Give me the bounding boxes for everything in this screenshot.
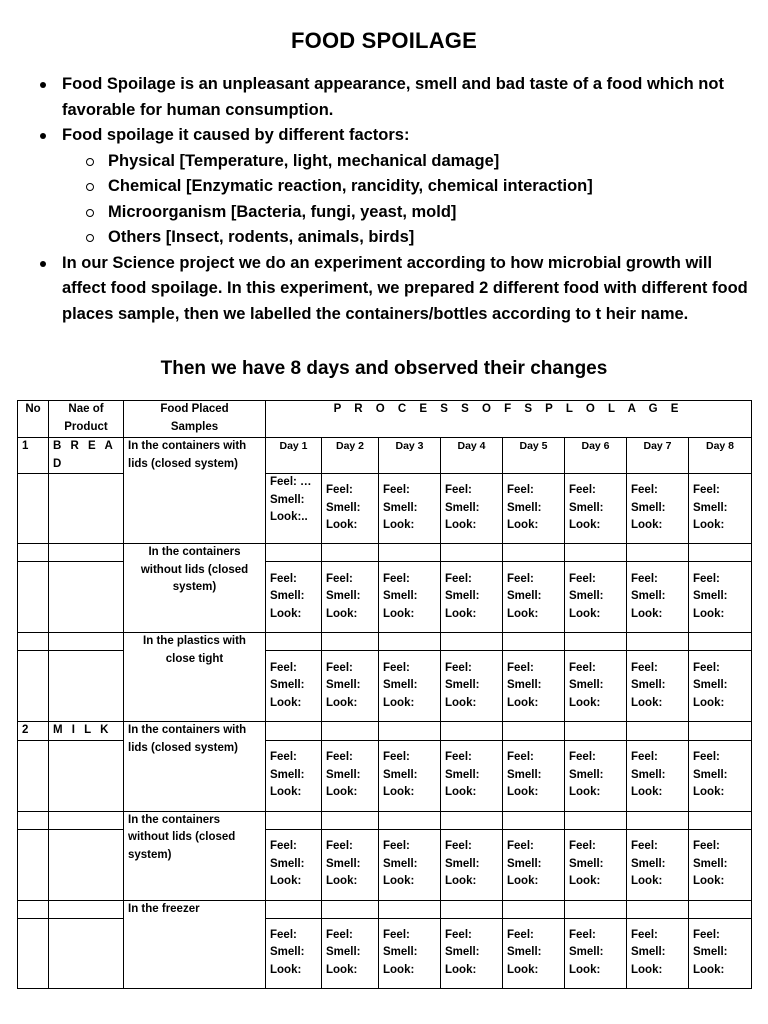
observation-feel-label: Feel: <box>445 928 472 941</box>
blank-cell <box>379 811 441 829</box>
observation-look-label: Look: <box>507 786 539 799</box>
day-header-3: Day 3 <box>379 438 441 474</box>
row-number <box>18 900 49 918</box>
observation-feel-label: Feel: <box>383 840 410 853</box>
sample-description: In the containers with lids (closed system) <box>124 722 266 812</box>
blank-cell <box>18 829 49 900</box>
header-product-name-line2: Product <box>64 420 108 433</box>
observation-cell <box>379 740 441 811</box>
header-product-name-line1: Nae of <box>68 403 104 415</box>
observation-smell-label: Smell: <box>693 857 728 870</box>
observation-feel-label: Feel: <box>326 840 353 853</box>
blank-cell <box>266 722 322 741</box>
bullet-experiment: In our Science project we do an experiment according to how microbial growth will affect food spoilage. In this experiment, we prepared 2 different food with different food places sample, then we labelled the containers/bottles according to t heir name. <box>36 251 758 328</box>
observation-smell-label: Smell: <box>445 857 480 870</box>
sample-top-row <box>18 811 752 829</box>
blank-cell <box>322 544 379 562</box>
observation-look-label: Look: <box>693 875 725 888</box>
observation-smell-label: Smell: <box>383 946 418 959</box>
observation-look-label: Look: <box>631 607 663 620</box>
blank-cell <box>627 722 689 741</box>
observation-cell <box>322 562 379 633</box>
observation-cell <box>627 918 689 988</box>
blank-cell <box>18 651 49 722</box>
observation-smell-label: Smell: <box>569 679 604 692</box>
observation-look-label: Look: <box>631 519 663 532</box>
observation-cell <box>627 740 689 811</box>
sample-description: In the containers without lids (closed system) <box>124 544 266 633</box>
observation-cell <box>322 651 379 722</box>
observation-smell-label: Smell: <box>445 946 480 959</box>
observation-feel-label: Feel: <box>569 751 596 764</box>
observation-feel-label: Feel: <box>693 484 720 497</box>
observation-cell <box>627 562 689 633</box>
sample-description: In the plastics with close tight <box>124 633 266 722</box>
observation-smell-label: Smell: <box>270 768 305 781</box>
observation-feel-label: Feel: <box>507 572 534 585</box>
observation-look-label: Look: <box>631 875 663 888</box>
day-header-8: Day 8 <box>689 438 752 474</box>
blank-cell <box>49 829 124 900</box>
observation-cell <box>689 651 752 722</box>
observation-cell <box>627 474 689 544</box>
observation-look-label: Look: <box>270 607 302 620</box>
observation-feel-label: Feel: <box>507 840 534 853</box>
observation-feel-label: Feel: <box>270 840 297 853</box>
observation-feel-label: Feel: <box>507 928 534 941</box>
observation-smell-label: Smell: <box>326 768 361 781</box>
observation-cell <box>379 829 441 900</box>
observation-look-label: Look: <box>631 963 663 976</box>
observation-feel-label: Feel: <box>507 661 534 674</box>
blank-cell <box>379 544 441 562</box>
observation-smell-label: Smell: <box>507 679 542 692</box>
observation-smell-label: Smell: <box>270 679 305 692</box>
observation-smell-label: Smell: <box>507 768 542 781</box>
observation-cell <box>565 562 627 633</box>
observation-feel-label: Feel: <box>569 661 596 674</box>
observation-look-label: Look: <box>445 696 477 709</box>
observation-cell <box>441 651 503 722</box>
observation-smell-label: Smell: <box>383 501 418 514</box>
observation-look-label: Look: <box>326 963 358 976</box>
observation-cell <box>689 740 752 811</box>
observation-cell <box>379 651 441 722</box>
blank-cell <box>322 900 379 918</box>
observation-look-label: Look: <box>507 519 539 532</box>
blank-cell <box>441 544 503 562</box>
observation-look-label: Look: <box>270 963 302 976</box>
observation-look-label: Look: <box>693 607 725 620</box>
blank-cell <box>379 722 441 741</box>
product-name: M I L K <box>49 722 124 741</box>
page-title: FOOD SPOILAGE <box>291 28 477 53</box>
header-no: No <box>18 401 49 438</box>
factor-chemical: Chemical [Enzymatic reaction, rancidity, chemical interaction] <box>36 174 758 200</box>
observation-look-label: Look: <box>383 607 415 620</box>
observation-smell-label: Smell: <box>507 946 542 959</box>
observation-feel-label: Feel: <box>445 484 472 497</box>
observation-feel-label: Feel: <box>270 928 297 941</box>
observation-smell-label: Smell: <box>326 501 361 514</box>
observation-cell <box>565 740 627 811</box>
observation-look-label: Look: <box>445 786 477 799</box>
row-number <box>18 811 49 829</box>
product-name <box>49 900 124 918</box>
observation-cell <box>322 740 379 811</box>
blank-cell <box>565 900 627 918</box>
blank-cell <box>689 900 752 918</box>
blank-cell <box>18 740 49 811</box>
observation-look-label: Look: <box>445 875 477 888</box>
observation-feel-label: Feel: <box>631 484 658 497</box>
blank-cell <box>441 811 503 829</box>
observation-feel-label: Feel: <box>445 661 472 674</box>
bullet-definition: Food Spoilage is an unpleasant appearance, smell and bad taste of a food which not favorable for human consumption. <box>36 72 758 123</box>
observation-look-label: Look: <box>270 696 302 709</box>
observation-feel-label: Feel: <box>631 572 658 585</box>
observation-cell <box>627 829 689 900</box>
observation-feel-label: Feel: <box>631 928 658 941</box>
observation-feel-label: Feel: <box>383 928 410 941</box>
sample-description: In the freezer <box>124 900 266 988</box>
observation-look-label: Look:.. <box>270 511 308 524</box>
row-number: 1 <box>18 438 49 474</box>
blank-cell <box>49 562 124 633</box>
blank-cell <box>441 900 503 918</box>
observation-look-label: Look: <box>383 963 415 976</box>
observation-cell <box>266 562 322 633</box>
observation-look-label: Look: <box>270 875 302 888</box>
observation-cell <box>565 918 627 988</box>
blank-cell <box>18 474 49 544</box>
observation-cell <box>441 829 503 900</box>
blank-cell <box>627 544 689 562</box>
product-name <box>49 811 124 829</box>
observation-look-label: Look: <box>507 696 539 709</box>
header-samples <box>124 401 266 438</box>
observation-smell-label: Smell: <box>631 679 666 692</box>
observation-look-label: Look: <box>326 875 358 888</box>
header-samples-line2: Samples <box>170 420 219 433</box>
observation-smell-label: Smell: <box>569 857 604 870</box>
observation-smell-label: Smell: <box>445 679 480 692</box>
observation-look-label: Look: <box>445 963 477 976</box>
blank-cell <box>503 633 565 651</box>
observation-look-label: Look: <box>569 963 601 976</box>
observation-smell-label: Smell: <box>445 590 480 603</box>
factor-microorganism: Microorganism [Bacteria, fungi, yeast, mold] <box>36 200 758 226</box>
observation-cell <box>565 474 627 544</box>
observation-table-body <box>18 401 752 989</box>
observation-feel-label: Feel: <box>569 840 596 853</box>
observation-look-label: Look: <box>326 696 358 709</box>
observation-smell-label: Smell: <box>631 590 666 603</box>
observation-smell-label: Smell: <box>693 679 728 692</box>
blank-cell <box>565 722 627 741</box>
observation-look-label: Look: <box>445 607 477 620</box>
observation-look-label: Look: <box>569 607 601 620</box>
observation-feel-label: Feel: <box>569 928 596 941</box>
observation-feel-label: Feel: <box>631 751 658 764</box>
blank-cell <box>322 633 379 651</box>
observation-smell-label: Smell: <box>693 501 728 514</box>
observation-smell-label: Smell: <box>383 768 418 781</box>
observation-smell-label: Smell: <box>383 679 418 692</box>
header-product-name <box>49 401 124 438</box>
observation-cell <box>322 474 379 544</box>
observation-feel-label: Feel: <box>693 928 720 941</box>
blank-cell <box>266 633 322 651</box>
observation-smell-label: Smell: <box>693 946 728 959</box>
sample-top-row <box>18 900 752 918</box>
observation-cell <box>441 562 503 633</box>
observation-cell <box>266 651 322 722</box>
observation-feel-label: Feel: <box>445 840 472 853</box>
row-number: 2 <box>18 722 49 741</box>
observation-feel-label: Feel: <box>326 928 353 941</box>
blank-cell <box>322 811 379 829</box>
observation-feel-label: Feel: <box>693 840 720 853</box>
observation-smell-label: Smell: <box>445 768 480 781</box>
observation-cell <box>441 474 503 544</box>
blank-cell <box>689 722 752 741</box>
row-number <box>18 633 49 651</box>
observation-look-label: Look: <box>270 786 302 799</box>
blank-cell <box>322 722 379 741</box>
blank-cell <box>49 474 124 544</box>
observation-look-label: Look: <box>569 519 601 532</box>
blank-cell <box>689 811 752 829</box>
bullet-list <box>36 72 758 327</box>
observation-feel-label: Feel: <box>693 661 720 674</box>
header-process: P R O C E S S O F S P L O L A G E <box>266 401 752 438</box>
observation-look-label: Look: <box>383 696 415 709</box>
observation-smell-label: Smell: <box>569 768 604 781</box>
blank-cell <box>49 918 124 988</box>
blank-cell <box>503 544 565 562</box>
observation-smell-label: Smell: <box>270 857 305 870</box>
observation-cell <box>266 918 322 988</box>
blank-cell <box>565 633 627 651</box>
observation-cell <box>379 918 441 988</box>
observation-smell-label: Smell: <box>326 590 361 603</box>
blank-cell <box>689 544 752 562</box>
observation-feel-label: Feel: <box>693 751 720 764</box>
observation-look-label: Look: <box>507 607 539 620</box>
observation-feel-label: Feel: <box>693 572 720 585</box>
observation-look-label: Look: <box>445 519 477 532</box>
observation-smell-label: Smell: <box>507 501 542 514</box>
sample-description: In the containers without lids (closed system) <box>124 811 266 900</box>
observation-smell-label: Smell: <box>693 590 728 603</box>
observation-cell <box>689 562 752 633</box>
blank-cell <box>503 722 565 741</box>
observation-smell-label: Smell: <box>270 493 305 506</box>
observation-look-label: Look: <box>326 519 358 532</box>
observation-smell-label: Smell: <box>326 946 361 959</box>
observation-look-label: Look: <box>631 786 663 799</box>
bullet-factors: Food spoilage it caused by different factors: <box>36 123 758 149</box>
day-header-7: Day 7 <box>627 438 689 474</box>
header-samples-line1: Food Placed <box>160 403 229 415</box>
observation-feel-label: Feel: <box>270 661 297 674</box>
observation-smell-label: Smell: <box>569 590 604 603</box>
observation-smell-label: Smell: <box>383 857 418 870</box>
observation-look-label: Look: <box>631 696 663 709</box>
day-header-6: Day 6 <box>565 438 627 474</box>
blank-cell <box>565 544 627 562</box>
observation-cell <box>503 918 565 988</box>
observation-smell-label: Smell: <box>693 768 728 781</box>
observation-cell <box>441 918 503 988</box>
product-name <box>49 633 124 651</box>
blank-cell <box>627 900 689 918</box>
blank-cell <box>627 633 689 651</box>
observation-cell <box>441 740 503 811</box>
blank-cell <box>18 562 49 633</box>
observation-cell <box>379 474 441 544</box>
observation-feel-label: Feel: <box>507 484 534 497</box>
observation-feel-label: Feel: <box>383 661 410 674</box>
observation-subheading: Then we have 8 days and observed their changes <box>160 358 608 379</box>
factor-others: Others [Insect, rodents, animals, birds] <box>36 225 758 251</box>
observation-look-label: Look: <box>383 786 415 799</box>
sample-top-row <box>18 722 752 741</box>
day-header-1: Day 1 <box>266 438 322 474</box>
observation-look-label: Look: <box>569 696 601 709</box>
observation-smell-label: Smell: <box>445 501 480 514</box>
observation-cell <box>503 740 565 811</box>
observation-cell <box>266 474 322 544</box>
observation-cell <box>379 562 441 633</box>
observation-cell <box>503 829 565 900</box>
observation-look-label: Look: <box>569 875 601 888</box>
observation-cell <box>266 740 322 811</box>
blank-cell <box>266 900 322 918</box>
day-header-4: Day 4 <box>441 438 503 474</box>
blank-cell <box>379 633 441 651</box>
observation-look-label: Look: <box>693 696 725 709</box>
observation-cell <box>266 829 322 900</box>
blank-cell <box>689 633 752 651</box>
observation-smell-label: Smell: <box>631 768 666 781</box>
observation-smell-label: Smell: <box>569 501 604 514</box>
observation-smell-label: Smell: <box>631 501 666 514</box>
sample-description: In the containers with lids (closed system) <box>124 438 266 544</box>
blank-cell <box>503 811 565 829</box>
observation-smell-label: Smell: <box>507 590 542 603</box>
observation-feel-label: Feel: <box>445 751 472 764</box>
observation-feel-label: Feel: <box>507 751 534 764</box>
blank-cell <box>379 900 441 918</box>
blank-cell <box>503 900 565 918</box>
row-number <box>18 544 49 562</box>
observation-smell-label: Smell: <box>270 590 305 603</box>
blank-cell <box>627 811 689 829</box>
observation-feel-label: Feel: <box>383 572 410 585</box>
observation-feel-label: Feel: <box>383 751 410 764</box>
observation-look-label: Look: <box>693 786 725 799</box>
sample-top-row <box>18 544 752 562</box>
observation-feel-label: Feel: <box>326 572 353 585</box>
observation-look-label: Look: <box>693 963 725 976</box>
observation-look-label: Look: <box>507 875 539 888</box>
observation-smell-label: Smell: <box>270 946 305 959</box>
observation-look-label: Look: <box>326 607 358 620</box>
observation-smell-label: Smell: <box>631 946 666 959</box>
observation-look-label: Look: <box>569 786 601 799</box>
observation-cell <box>565 829 627 900</box>
observation-feel-label: Feel: <box>631 840 658 853</box>
observation-cell <box>689 829 752 900</box>
blank-cell <box>49 651 124 722</box>
observation-feel-label: Feel: <box>326 751 353 764</box>
observation-cell <box>565 651 627 722</box>
blank-cell <box>565 811 627 829</box>
sample-top-row <box>18 438 752 474</box>
observation-feel-label: Feel: <box>270 751 297 764</box>
observation-feel-label: Feel: … <box>270 476 312 488</box>
observation-table <box>17 400 752 989</box>
observation-cell <box>503 651 565 722</box>
observation-look-label: Look: <box>507 963 539 976</box>
observation-look-label: Look: <box>383 519 415 532</box>
blank-cell <box>18 918 49 988</box>
observation-cell <box>322 829 379 900</box>
observation-smell-label: Smell: <box>326 679 361 692</box>
observation-feel-label: Feel: <box>326 484 353 497</box>
blank-cell <box>441 633 503 651</box>
observation-smell-label: Smell: <box>507 857 542 870</box>
observation-look-label: Look: <box>326 786 358 799</box>
day-header-2: Day 2 <box>322 438 379 474</box>
factor-physical: Physical [Temperature, light, mechanical damage] <box>36 149 758 175</box>
observation-smell-label: Smell: <box>631 857 666 870</box>
sample-top-row <box>18 633 752 651</box>
observation-cell <box>503 474 565 544</box>
observation-cell <box>503 562 565 633</box>
product-name <box>49 544 124 562</box>
observation-feel-label: Feel: <box>270 572 297 585</box>
observation-feel-label: Feel: <box>631 661 658 674</box>
observation-smell-label: Smell: <box>569 946 604 959</box>
observation-smell-label: Smell: <box>383 590 418 603</box>
observation-feel-label: Feel: <box>569 484 596 497</box>
observation-feel-label: Feel: <box>569 572 596 585</box>
blank-cell <box>266 544 322 562</box>
observation-cell <box>627 651 689 722</box>
product-name: B R E A D <box>49 438 124 474</box>
day-header-5: Day 5 <box>503 438 565 474</box>
observation-feel-label: Feel: <box>326 661 353 674</box>
blank-cell <box>49 740 124 811</box>
observation-feel-label: Feel: <box>445 572 472 585</box>
observation-feel-label: Feel: <box>383 484 410 497</box>
blank-cell <box>441 722 503 741</box>
observation-cell <box>322 918 379 988</box>
observation-cell <box>689 918 752 988</box>
table-header-row <box>18 401 752 438</box>
observation-cell <box>689 474 752 544</box>
observation-look-label: Look: <box>693 519 725 532</box>
observation-look-label: Look: <box>383 875 415 888</box>
blank-cell <box>266 811 322 829</box>
observation-smell-label: Smell: <box>326 857 361 870</box>
